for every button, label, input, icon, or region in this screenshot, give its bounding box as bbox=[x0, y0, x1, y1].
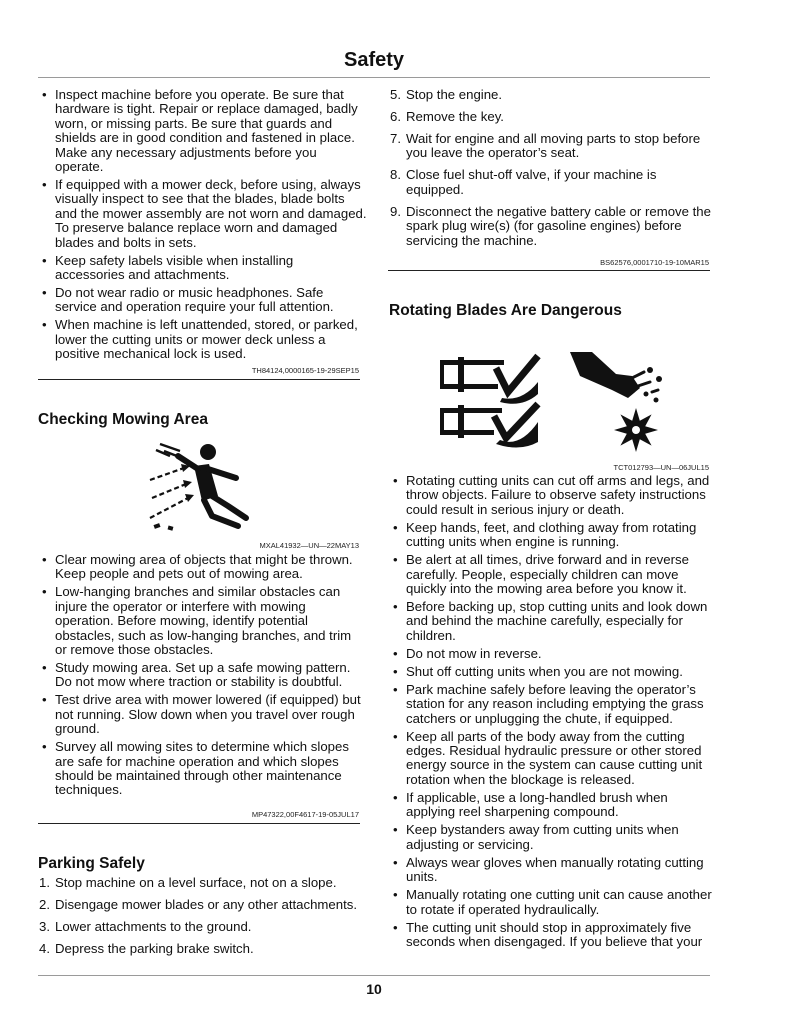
step-item bbox=[38, 942, 360, 956]
list-item: • Do not wear radio or music headphones. Safe service and operation require your full attention. bbox=[38, 286, 360, 315]
list-item: • Keep all parts of the body away from the cutting edges. Residual hydraulic pressure or other stored energy source in the system can cause cutting unit rotation when the blockage is released. bbox=[389, 730, 710, 788]
reel-entanglement-hazard-icon bbox=[436, 348, 542, 448]
list-item: • Do not mow in reverse. bbox=[389, 647, 710, 661]
section-divider bbox=[38, 379, 360, 380]
section-heading-checking-mowing-area: Checking Mowing Area bbox=[38, 411, 208, 428]
list-item: • Park machine safely before leaving the operator’s station for any reason including emptying the grass catchers or unplugging the chute, if equipped. bbox=[389, 683, 710, 726]
step-text: Disconnect the negative battery cable or remove the spark plug wire(s) (for gasoline engines) before servicing the machine. bbox=[406, 203, 711, 248]
list-item: • Inspect machine before you operate. Be sure that hardware is tight. Repair or replace damaged, badly worn, or missing parts. Be sure that guards and shields are in good condition and fastened in place. Make any necessary adjustments before you operate. bbox=[38, 88, 360, 174]
list-item: • Manually rotating one cutting unit can cause another to rotate if operated hydraulically. bbox=[389, 888, 710, 917]
step-item bbox=[389, 132, 710, 161]
step-number: 2. bbox=[39, 897, 50, 912]
step-text: Lower attachments to the ground. bbox=[55, 919, 252, 934]
section-heading-rotating-blades: Rotating Blades Are Dangerous bbox=[389, 302, 622, 319]
list-item: • Be alert at all times, drive forward and in reverse carefully. People, especially children can move quickly into the mowing area before you know it. bbox=[389, 553, 710, 596]
doc-reference: BS62576,0001710-19-10MAR15 bbox=[600, 258, 709, 267]
list-item: • Survey all mowing sites to determine which slopes are safe for machine operation and which slopes should be maintained through other maintenance techniques. bbox=[38, 740, 360, 798]
header-divider bbox=[38, 77, 710, 78]
rotating-blades-list bbox=[389, 474, 710, 953]
list-item: • Shut off cutting units when you are not mowing. bbox=[389, 665, 710, 679]
parking-steps-list bbox=[38, 876, 360, 964]
section-heading-parking-safely: Parking Safely bbox=[38, 855, 145, 872]
step-item bbox=[38, 876, 360, 890]
step-text: Depress the parking brake switch. bbox=[55, 941, 254, 956]
checking-mowing-area-list bbox=[38, 553, 360, 801]
page-title: Safety bbox=[343, 49, 405, 71]
step-number: 9. bbox=[390, 203, 401, 219]
page-number: 10 bbox=[366, 981, 382, 997]
list-item: • The cutting unit should stop in approximately five seconds when disengaged. If you believe that your bbox=[389, 921, 710, 950]
list-item: • Rotating cutting units can cut off arms and legs, and throw objects. Failure to observe safety instructions could result in serious injury or death. bbox=[389, 474, 710, 517]
figure-caption: TCT012793—UN—06JUL15 bbox=[613, 463, 709, 472]
step-item bbox=[389, 110, 710, 124]
step-text: Stop the engine. bbox=[406, 87, 503, 102]
parking-steps-continued-list bbox=[389, 88, 710, 256]
list-item: • Study mowing area. Set up a safe mowing pattern. Do not mow where traction or stability is doubtful. bbox=[38, 661, 360, 690]
list-item: • Keep safety labels visible when installing accessories and attachments. bbox=[38, 254, 360, 283]
doc-reference: TH84124,0000165-19-29SEP15 bbox=[251, 366, 359, 375]
list-item: • Always wear gloves when manually rotating cutting units. bbox=[389, 856, 710, 885]
step-item bbox=[389, 168, 710, 197]
step-number: 8. bbox=[390, 167, 401, 183]
step-number: 4. bbox=[39, 941, 50, 956]
section-divider bbox=[388, 270, 710, 271]
step-number: 6. bbox=[390, 109, 401, 124]
step-item bbox=[389, 88, 710, 102]
section-divider bbox=[38, 823, 360, 824]
step-text: Remove the key. bbox=[406, 109, 504, 124]
step-item bbox=[38, 898, 360, 912]
thrown-objects-hazard-icon bbox=[146, 438, 250, 534]
list-item: • Low-hanging branches and similar obstacles can injure the operator or interfere with mowing operation. Before mowing, identify potential obstacles, such as low-hanging branches, and trim or remove those obstacles. bbox=[38, 585, 360, 657]
list-item: • Before backing up, stop cutting units and look down and behind the machine carefully, especially for children. bbox=[389, 600, 710, 643]
footer-divider bbox=[38, 975, 710, 976]
list-item: • If equipped with a mower deck, before using, always visually inspect to see that the blades, blade bolts and the mower assembly are not worn and damaged. To preserve balance replace worn and damaged blades and bolts in sets. bbox=[38, 178, 360, 250]
list-item: • Test drive area with mower lowered (if equipped) but not running. Slow down when you travel over rough ground. bbox=[38, 693, 360, 736]
figure-caption: MXAL41932—UN—22MAY13 bbox=[259, 541, 359, 550]
step-text: Wait for engine and all moving parts to stop before you leave the operator’s seat. bbox=[406, 131, 701, 161]
step-text: Disengage mower blades or any other attachments. bbox=[55, 897, 358, 912]
list-item: • Clear mowing area of objects that might be thrown. Keep people and pets out of mowing area. bbox=[38, 553, 360, 582]
step-number: 3. bbox=[39, 919, 50, 934]
list-item: • Keep hands, feet, and clothing away from rotating cutting units when engine is running. bbox=[389, 521, 710, 550]
list-item: • If applicable, use a long-handled brush when applying reel sharpening compound. bbox=[389, 791, 710, 820]
step-text: Close fuel shut-off valve, if your machine is equipped. bbox=[406, 167, 657, 197]
list-item: • Keep bystanders away from cutting units when adjusting or servicing. bbox=[389, 823, 710, 852]
step-number: 7. bbox=[390, 131, 401, 146]
step-item bbox=[389, 205, 710, 248]
step-number: 1. bbox=[39, 875, 50, 890]
list-item: • When machine is left unattended, stored, or parked, lower the cutting units or mower deck unless a positive mechanical lock is used. bbox=[38, 318, 360, 361]
general-safety-list bbox=[38, 87, 367, 365]
doc-reference: MP47322,00F4617-19-05JUL17 bbox=[251, 810, 359, 819]
step-item bbox=[38, 920, 360, 934]
step-number: 5. bbox=[390, 87, 401, 102]
step-text: Stop machine on a level surface, not on a slope. bbox=[55, 875, 337, 890]
hand-cut-by-blade-hazard-icon bbox=[566, 348, 664, 458]
